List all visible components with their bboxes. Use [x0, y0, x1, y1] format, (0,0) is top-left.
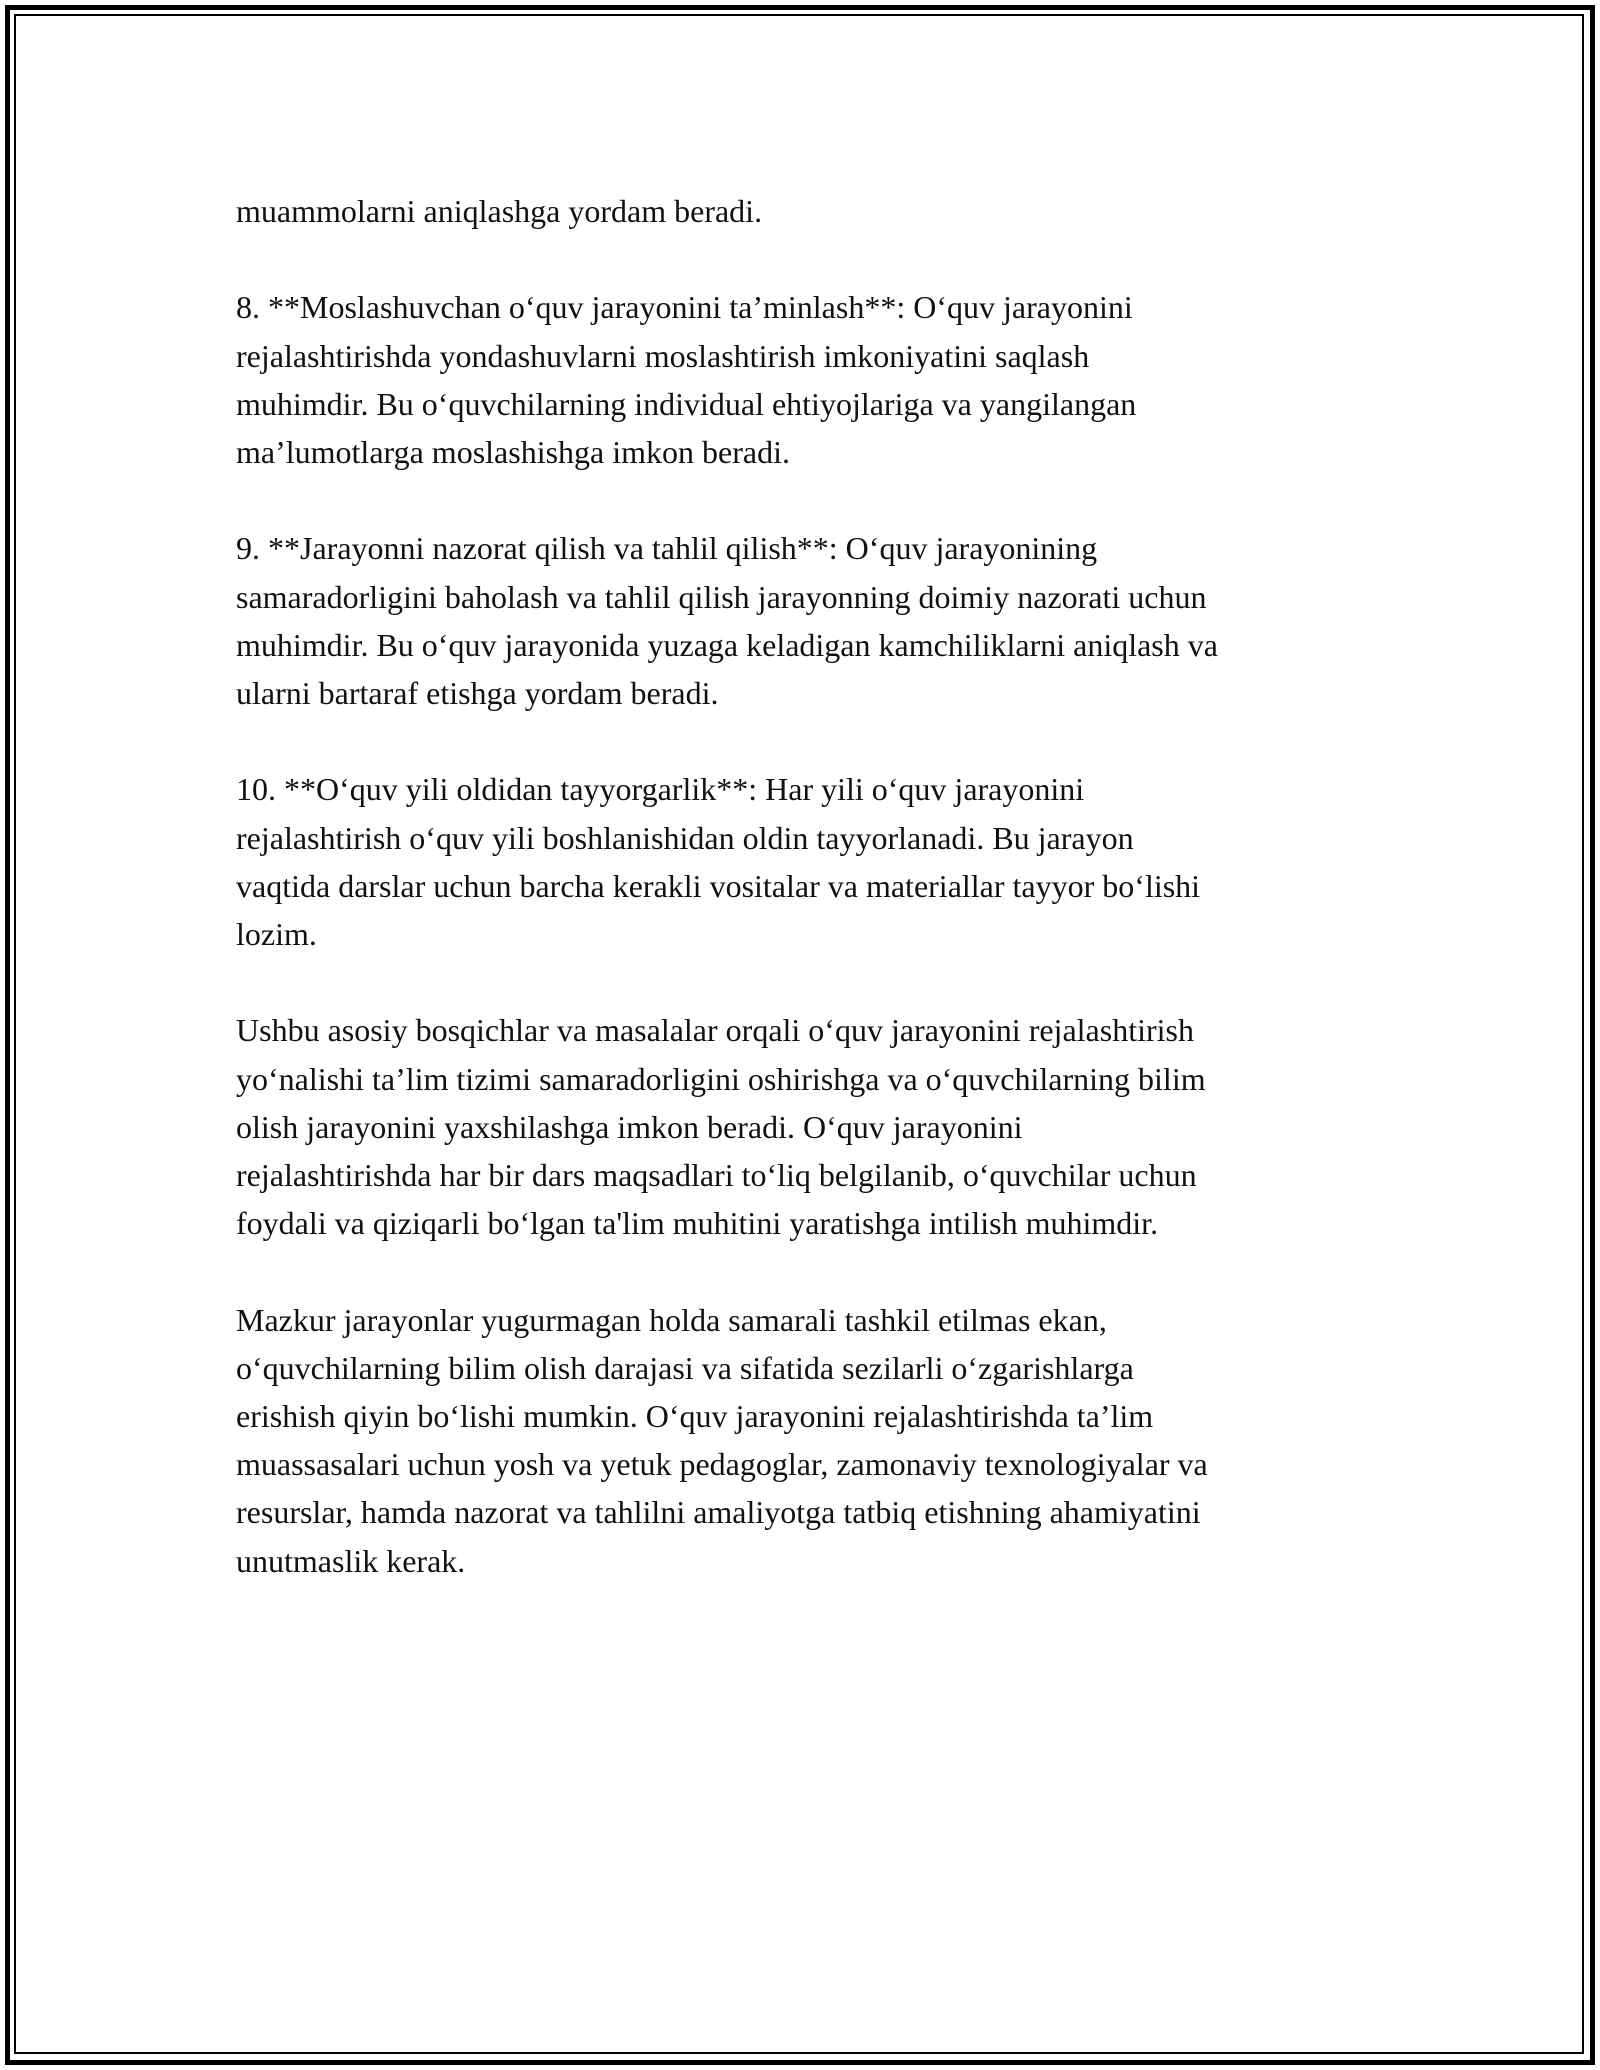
text-line: ularni bartaraf etishga yordam beradi. — [236, 675, 719, 711]
text-line: olish jarayonini yaxshilashga imkon beradi. O‘quv jarayonini — [236, 1108, 1023, 1145]
text-line: ma’lumotlarga moslashishga imkon beradi. — [236, 434, 790, 470]
text-line: resurslar, hamda nazorat va tahlilni amaliyotga tatbiq etishning ahamiyatini — [236, 1494, 1201, 1531]
text-line: samaradorligini baholash va tahlil qilish jarayonning doimiy nazorati uchun — [236, 578, 1207, 615]
paragraph-conclusion — [236, 1296, 1376, 1585]
text-line: muammolarni aniqlashga yordam beradi. — [236, 193, 763, 229]
text-line: vaqtida darslar uchun barcha kerakli vositalar va materiallar tayyor bo‘lishi — [236, 867, 1201, 904]
text-line: 9. **Jarayonni nazorat qilish va tahlil qilish**: O‘quv jarayonining — [236, 530, 1098, 567]
paragraph-continuation — [236, 187, 1376, 235]
text-line: rejalashtirishda yondashuvlarni moslashtirish imkoniyatini saqlash — [236, 337, 1090, 374]
text-line: muassasalari uchun yosh va yetuk pedagoglar, zamonaviy texnologiyalar va — [236, 1446, 1208, 1483]
paragraph-item-10 — [236, 765, 1376, 958]
paragraph-item-8 — [236, 283, 1376, 476]
text-line: Ushbu asosiy bosqichlar va masalalar orqali o‘quv jarayonini rejalashtirish — [236, 1012, 1194, 1049]
text-line: muhimdir. Bu o‘quvchilarning individual ehtiyojlariga va yangilangan — [236, 385, 1137, 422]
text-line: lozim. — [236, 916, 317, 952]
text-line: foydali va qiziqarli bo‘lgan ta'lim muhitini yaratishga intilish muhimdir. — [236, 1205, 1159, 1242]
text-line: rejalashtirishda har bir dars maqsadlari to‘liq belgilanib, o‘quvchilar uchun — [236, 1157, 1197, 1193]
text-line: rejalashtirish o‘quv yili boshlanishidan oldin tayyorlanadi. Bu jarayon — [236, 819, 1134, 856]
text-line: muhimdir. Bu o‘quv jarayonida yuzaga keladigan kamchiliklarni aniqlash va — [236, 626, 1218, 663]
text-line: unutmaslik kerak. — [236, 1542, 466, 1579]
paragraph-summary — [236, 1006, 1376, 1247]
text-line: yo‘nalishi ta’lim tizimi samaradorligini oshirishga va o‘quvchilarning bilim — [236, 1060, 1206, 1097]
text-line: Mazkur jarayonlar yugurmagan holda samarali tashkil etilmas ekan, — [236, 1301, 1107, 1338]
page-body — [236, 187, 1376, 1585]
text-line: 8. **Moslashuvchan o‘quv jarayonini ta’minlash**: O‘quv jarayonini — [236, 289, 1133, 326]
paragraph-item-9 — [236, 524, 1376, 717]
text-line: o‘quvchilarning bilim olish darajasi va sifatida sezilarli o‘zgarishlarga — [236, 1349, 1134, 1386]
text-line: erishish qiyin bo‘lishi mumkin. O‘quv jarayonini rejalashtirishda ta’lim — [236, 1398, 1154, 1434]
text-line: 10. **O‘quv yili oldidan tayyorgarlik**: Har yili o‘quv jarayonini — [236, 771, 1085, 808]
